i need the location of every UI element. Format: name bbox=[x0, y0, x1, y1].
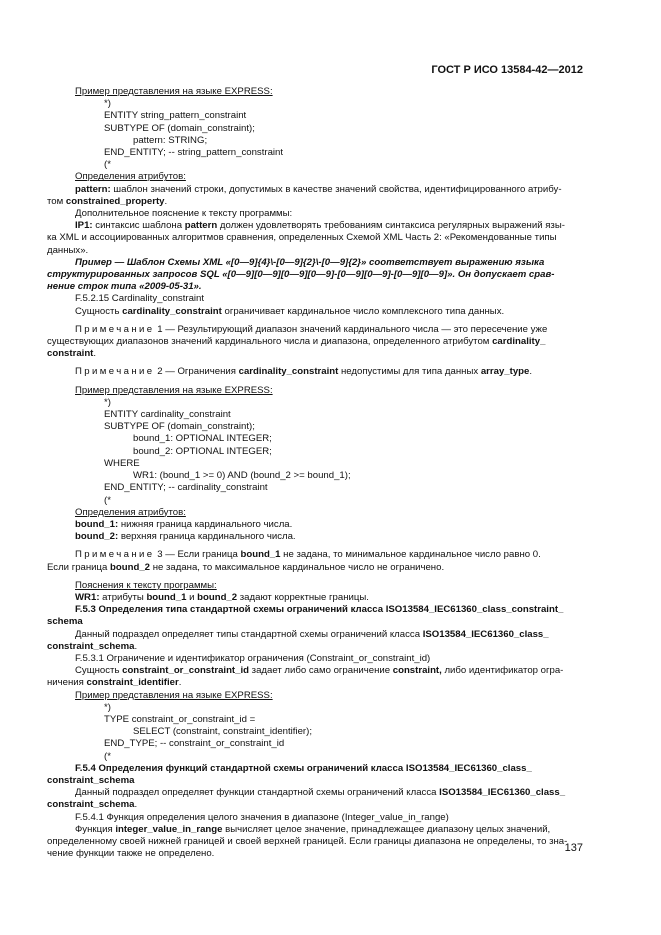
paragraph-line: Сущность cardinality_constraint ограничивает кардинальное число комплексного типа данных. bbox=[75, 305, 505, 317]
attribute-definition: bound_1: нижняя граница кардинального числа. bbox=[75, 518, 293, 530]
code-line: (* bbox=[104, 159, 111, 171]
code-line: END_ENTITY; -- string_pattern_constraint bbox=[104, 147, 284, 159]
section-heading: schema bbox=[47, 616, 83, 628]
section-heading: F.5.2.15 Cardinality_constraint bbox=[75, 293, 205, 305]
paragraph-line: ничения constraint_identifier. bbox=[47, 677, 182, 689]
express-example-heading: Пример представления на языке EXPRESS: bbox=[75, 86, 273, 97]
paragraph-line: constraint_schema. bbox=[47, 799, 138, 811]
paragraph-line: ка XML и ассоциированных алгоритмов сравнения, определенных Схемой XML Часть 2: «Рекомендованные типы bbox=[47, 232, 557, 244]
code-line: bound_2: OPTIONAL INTEGER; bbox=[133, 445, 272, 457]
section-heading: F.5.4.1 Функция определения целого значения в диапазоне (Integer_value_in_range) bbox=[75, 811, 449, 823]
attribute-definition: bound_2: верхняя граница кардинального числа. bbox=[75, 531, 296, 543]
paragraph-line: том constrained_property. bbox=[47, 195, 168, 207]
attribute-definitions-heading: Определения атрибутов: bbox=[75, 506, 186, 518]
paragraph-line: constraint_schema. bbox=[47, 640, 138, 652]
code-line: *) bbox=[104, 396, 111, 408]
code-line: WHERE bbox=[104, 457, 140, 469]
section-heading: F.5.4 Определения функций стандартной схемы ограничений класса ISO13584_IEC61360_class_ bbox=[75, 762, 532, 774]
note-line: Примечание 1 — Результирующий диапазон значений кардинального числа — это пересечение уже bbox=[75, 323, 548, 335]
example-line: структурированных запросов SQL «[0—9][0—9][0—9][0—9]-[0—9][0—9]-[0—9][0—9]». Он допускает срав- bbox=[47, 269, 555, 281]
code-line: SELECT (constraint, constraint_identifier); bbox=[133, 726, 312, 738]
section-heading: F.5.3 Определения типа стандартной схемы ограничений класса ISO13584_IEC61360_class_constraint_ bbox=[75, 604, 564, 616]
section-heading: constraint_schema bbox=[47, 774, 135, 786]
paragraph-line: IP1: синтаксис шаблона pattern должен удовлетворять требованиям синтаксиса регулярных выражений язы- bbox=[75, 220, 565, 232]
paragraph-line: чение функции также не определено. bbox=[47, 848, 215, 860]
express-example-heading: Пример представления на языке EXPRESS: bbox=[75, 384, 273, 396]
paragraph-line: Данный подраздел определяет функции стандартной схемы ограничений класса ISO13584_IEC61360_class_ bbox=[75, 787, 566, 799]
example-line: нение строк типа «2009-05-31». bbox=[47, 281, 202, 293]
note-line: Если граница bound_2 не задана, то максимальное кардинальное число не ограничено. bbox=[47, 561, 445, 573]
code-line: SUBTYPE OF (domain_constraint); bbox=[104, 421, 255, 433]
attribute-definition: pattern: шаблон значений строки, допустимых в качестве значений свойства, идентифицированного атрибу- bbox=[75, 183, 562, 195]
note-line: Примечание 3 — Если граница bound_1 не задана, то минимальное кардинальное число равно 0. bbox=[75, 549, 541, 561]
paragraph-line: Данный подраздел определяет типы стандартной схемы ограничений класса ISO13584_IEC61360_class_ bbox=[75, 628, 549, 640]
example-line: Пример — Шаблон Схемы XML «[0—9]{4}\-[0—9]{2}\-[0—9]{2}» соответствует выражению языка bbox=[75, 256, 545, 268]
attribute-definitions-heading: Определения атрибутов: bbox=[75, 171, 186, 183]
code-line: SUBTYPE OF (domain_constraint); bbox=[104, 122, 255, 134]
note-line: constraint. bbox=[47, 348, 97, 360]
program-notes-heading: Пояснения к тексту программы: bbox=[75, 579, 217, 591]
code-line: ENTITY cardinality_constraint bbox=[104, 409, 231, 421]
code-line: WR1: (bound_1 >= 0) AND (bound_2 >= bound_1); bbox=[133, 470, 351, 482]
code-line: pattern: STRING; bbox=[133, 134, 208, 146]
code-line: *) bbox=[104, 98, 111, 110]
code-line: ENTITY string_pattern_constraint bbox=[104, 110, 247, 122]
standard-header: ГОСТ Р ИСО 13584-42—2012 bbox=[431, 64, 583, 76]
note-line: Примечание 2 — Ограничения cardinality_constraint недопустимы для типа данных array_type. bbox=[75, 366, 533, 378]
paragraph-line: WR1: атрибуты bound_1 и bound_2 задают корректные границы. bbox=[75, 591, 369, 603]
code-line: END_TYPE; -- constraint_or_constraint_id bbox=[104, 738, 285, 750]
paragraph-line: данных». bbox=[47, 244, 89, 256]
paragraph-line: Функция integer_value_in_range вычисляет целое значение, принадлежащее диапазону целых значений, bbox=[75, 823, 551, 835]
code-line: bound_1: OPTIONAL INTEGER; bbox=[133, 433, 272, 445]
note-line: существующих диапазонов значений кардинального числа и диапазона, определенного атрибутом cardinality_ bbox=[47, 336, 546, 348]
code-line: TYPE constraint_or_constraint_id = bbox=[104, 713, 256, 725]
paragraph-line: Сущность constraint_or_constraint_id задает либо само ограничение constraint, либо идентификатор огра- bbox=[75, 665, 564, 677]
code-line: *) bbox=[104, 701, 111, 713]
paragraph-line: определенному своей нижней границей и своей верхней границей. Если границы диапазона не определены, то зна- bbox=[47, 835, 568, 847]
page-content bbox=[47, 86, 583, 860]
express-example-heading: Пример представления на языке EXPRESS: bbox=[75, 689, 273, 701]
code-line: (* bbox=[104, 750, 111, 762]
code-line: (* bbox=[104, 494, 111, 506]
program-notes-heading: Дополнительное пояснение к тексту программы: bbox=[75, 208, 293, 220]
page-number: 137 bbox=[564, 842, 583, 854]
section-heading: F.5.3.1 Ограничение и идентификатор ограничения (Constraint_or_constraint_id) bbox=[75, 652, 431, 664]
code-line: END_ENTITY; -- cardinality_constraint bbox=[104, 482, 268, 494]
